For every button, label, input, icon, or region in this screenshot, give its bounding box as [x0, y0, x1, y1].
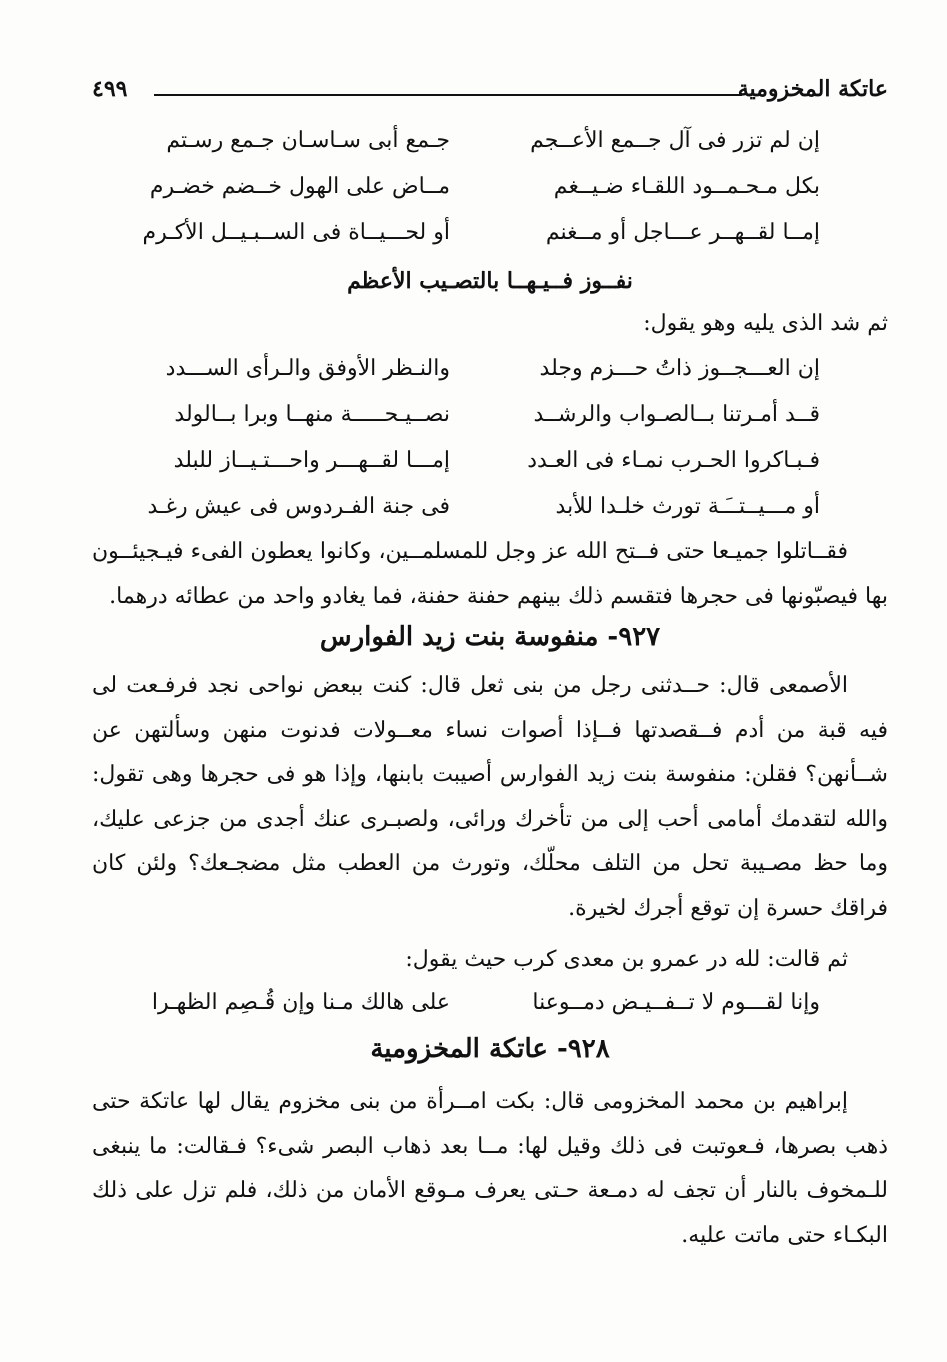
poem-block-2 — [147, 356, 820, 540]
verse-line — [150, 128, 820, 174]
verse-hemistich-first: إن العـــجــوز ذاتُ حـــزم وجلد — [539, 356, 820, 381]
poem-block-927 — [150, 990, 820, 1036]
running-title: عاتكة المخزومية — [737, 76, 888, 102]
poem-block-1 — [142, 128, 820, 266]
verse-hemistich-second: مــاض على الهول خــضم خضـرم — [149, 174, 450, 199]
page-number: ٤٩٩ — [92, 76, 128, 102]
paragraph-1: فقــاتلوا جميـعا حتى فــتح الله عز وجل للمسلمــين، وكانوا يعطون الفىء فيـجيئــون بها فيصبّونها فى حجرها فتقسم ذلك بينهم حفنة حفنة، فما يغادو واحد من عطائه درهما. — [92, 539, 888, 609]
verse-hemistich-second: جـمع أبى سـاسـان جـمع رسـتم — [166, 128, 450, 153]
intro-line-2: ثم شد الذى يليه وهو يقول: — [643, 311, 888, 336]
verse-line — [150, 356, 820, 402]
paragraph-928: إبراهيم بن محمد المخزومى قال: بكت امــرأة من بنى مخزوم يقال لها عاتكة حتى ذهب بصرها، فـعوتبت فى ذلك وقيل لها: مــا بعد ذهاب البصر شىء؟ فـقالت: ما ينبغى للـمخوف بالنار أن تجف له دمـعة حـتى يعرف مـوقع الأمان من ذلك، فلم تزل على ذلك البكـاء حتى ماتت عليه. — [92, 1089, 888, 1248]
verse-hemistich-first: إمــا لقــهــر عـــاجل أو مــغنم — [545, 220, 820, 245]
verse-hemistich-second: إمـــا لقــهـــر واحـــتـيــاز للبلد — [173, 448, 450, 473]
verse-hemistich-first: إن لم تزر فى آل جــمع الأعــجم — [530, 128, 820, 153]
verse-line — [150, 174, 820, 220]
verse-hemistich-second: والنـظر الأوفق والـرأى الســـدد — [165, 356, 450, 381]
intro-line-927: ثم قالت: لله در عمرو بن معدى كرب حيث يقول: — [405, 947, 848, 972]
single-verse-line: نفــوز فــيـهــا بالتصـيب الأعظم — [347, 268, 633, 294]
verse-line — [150, 990, 820, 1036]
verse-hemistich-second: نصــيـحـــــة منهــا وبرا بــالولد — [174, 402, 450, 427]
header-rule — [154, 94, 742, 96]
section-heading-928: ٩٢٨- عاتكة المخزومية — [370, 1034, 610, 1064]
verse-hemistich-first: قــد أمـرتنا بــالصـواب والرشــد — [533, 402, 820, 427]
verse-hemistich-second: فى جنة الفـردوس فى عيش رغـد — [147, 494, 450, 519]
verse-line — [142, 220, 820, 266]
section-heading-927: ٩٢٧- منفوسة بنت زيد الفوارس — [319, 622, 661, 652]
verse-hemistich-first: وإنا لقـــوم لا تــفــيـض دمــوعنا — [532, 990, 820, 1015]
verse-hemistich-second: على هالك مـنا وإن قُـصِم الظهـرا — [151, 990, 450, 1015]
verse-hemistich-first: بكل مـحـمــود اللقـاء ضـيــغم — [553, 174, 820, 199]
verse-hemistich-first: أو مـــيــتــَـة تورث خلـدا للأبد — [555, 494, 820, 519]
page-header — [92, 72, 888, 112]
verse-hemistich-first: فـبـاكروا الحـرب نمـاء فى العـدد — [527, 448, 820, 473]
paragraph-927: الأصمعى قال: حــدثنى رجل من بنى ثعل قال: كنت ببعض نواحى نجد فرفـعت لى فيه قبة من أدم فــقصدتها فــإذا أصوات نساء معــولات فدنوت منهن وسألتهن عن شــأنهن؟ فقلن: منفوسة بنت زيد الفوارس أصيبت بابنها، وإذا هو فى حجرها وهى تقول: والله لتقدمك أمامى أحب إلى من تأخرك ورائى، ولصبـرى عنك أجدى من جزعى عليك، وما حظ مصـيبة تحل من التلف محلّك، وتورث من العطب مثل مضجـعك؟ ولئن كان فراقك حسرة إن توقع أجرك لخيرة. — [92, 673, 888, 921]
verse-line — [150, 448, 820, 494]
verse-line — [150, 402, 820, 448]
verse-hemistich-second: أو لحـــيــاة فى الســبـيــل الأكـرم — [142, 220, 450, 245]
